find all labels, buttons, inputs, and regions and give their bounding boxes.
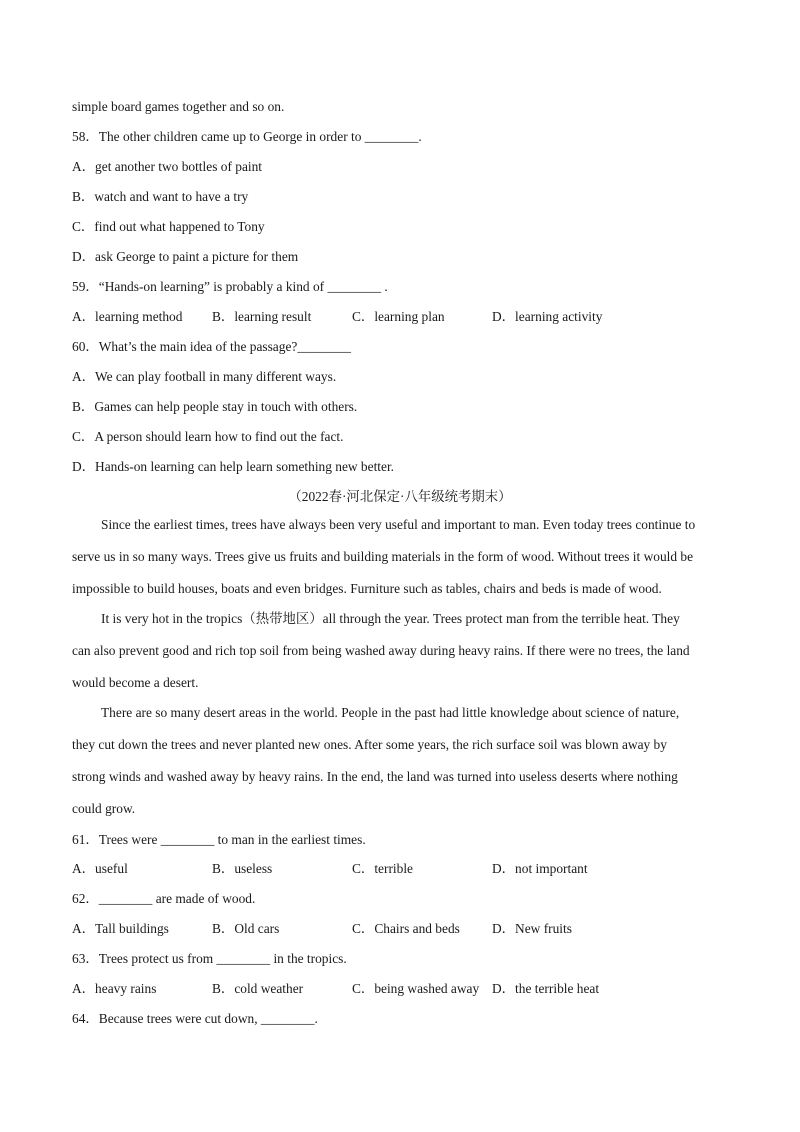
q62-option-d: D．New fruits (492, 921, 572, 936)
passage-paragraph-2 (72, 603, 728, 699)
q58-stem: 58．The other children came up to George in order to ________. (72, 129, 422, 144)
paragraph-line: could grow. (72, 801, 136, 816)
passage-paragraph-3 (72, 697, 728, 825)
paragraph-line: Since the earliest times, trees have always been very useful and important to man. Even today trees continue to (101, 517, 696, 532)
q62-option-a: A．Tall buildings (72, 921, 169, 936)
q59-option-b: B．learning result (212, 309, 312, 324)
q61-stem: 61．Trees were ________ to man in the earliest times. (72, 832, 366, 847)
q60-option-c: C．A person should learn how to find out the fact. (72, 429, 344, 444)
q62-option-b: B．Old cars (212, 921, 280, 936)
q61-option-b: B．useless (212, 861, 273, 876)
q63-option-c: C．being washed away (352, 981, 480, 996)
q63-stem: 63．Trees protect us from ________ in the tropics. (72, 951, 347, 966)
paragraph-line: It is very hot in the tropics（热带地区）all through the year. Trees protect man from the terrible heat. They (101, 611, 680, 626)
q59-stem: 59．“Hands-on learning” is probably a kind of ________ . (72, 279, 388, 294)
q60-stem: 60．What’s the main idea of the passage?________ (72, 339, 351, 354)
q58-option-a: A．get another two bottles of paint (72, 159, 263, 174)
q58-option-c: C．find out what happened to Tony (72, 219, 265, 234)
q64-stem: 64．Because trees were cut down, ________. (72, 1011, 318, 1026)
paragraph-line: can also prevent good and rich top soil from being washed away during heavy rains. If there were no trees, the land (72, 643, 690, 658)
passage-source: （2022春·河北保定·八年级统考期末） (288, 489, 512, 504)
q62-stem: 62．________ are made of wood. (72, 891, 256, 906)
q59-option-a: A．learning method (72, 309, 183, 324)
paragraph-line: they cut down the trees and never planted new ones. After some years, the rich surface soil was blown away by (72, 737, 667, 752)
passage-paragraph-1 (72, 509, 728, 605)
q58-option-d: D．ask George to paint a picture for them (72, 249, 299, 264)
paragraph-line: There are so many desert areas in the world. People in the past had little knowledge about science of nature, (101, 705, 680, 720)
q63-option-b: B．cold weather (212, 981, 304, 996)
paragraph-line: strong winds and washed away by heavy rains. In the end, the land was turned into useless deserts where nothing (72, 769, 678, 784)
q63-option-d: D．the terrible heat (492, 981, 600, 996)
q61-option-c: C．terrible (352, 861, 413, 876)
q61-option-d: D．not important (492, 861, 588, 876)
q60-option-b: B．Games can help people stay in touch with others. (72, 399, 358, 414)
q60-option-d: D．Hands-on learning can help learn something new better. (72, 459, 395, 474)
q58-option-b: B．watch and want to have a try (72, 189, 249, 204)
intro-tail-text: simple board games together and so on. (72, 99, 285, 114)
q60-option-a: A．We can play football in many different ways. (72, 369, 337, 384)
q63-option-a: A．heavy rains (72, 981, 157, 996)
paragraph-line: would become a desert. (72, 675, 199, 690)
paragraph-line: serve us in so many ways. Trees give us fruits and building materials in the form of wood. Without trees it would be (72, 549, 694, 564)
q61-option-a: A．useful (72, 861, 128, 876)
q59-option-d: D．learning activity (492, 309, 603, 324)
q62-option-c: C．Chairs and beds (352, 921, 460, 936)
q59-option-c: C．learning plan (352, 309, 445, 324)
paragraph-line: impossible to build houses, boats and even bridges. Furniture such as tables, chairs and beds is made of wood. (72, 581, 662, 596)
